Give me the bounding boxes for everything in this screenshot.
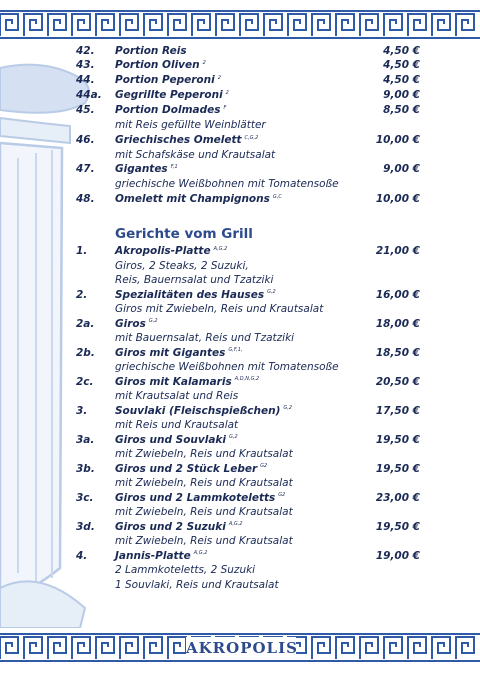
item-name <box>115 434 238 446</box>
description-text: mit Zwiebeln, Reis und Krautsalat <box>115 448 293 460</box>
menu-item-description <box>0 119 480 133</box>
item-number: 47. <box>76 163 95 175</box>
item-name-text: Giros und 2 Lammkoteletts <box>115 491 276 504</box>
description-text: griechische Weißbohnen mit Tomatensoße <box>115 178 339 190</box>
item-number: 3c. <box>76 491 94 504</box>
item-name-text: Omelett mit Champignons <box>115 193 270 205</box>
item-price: 19,50 € <box>375 433 420 446</box>
menu-item <box>0 434 480 448</box>
item-number: 43. <box>76 59 95 71</box>
menu-item <box>0 405 480 419</box>
menu-item <box>0 74 480 88</box>
menu-item-description <box>0 332 480 346</box>
allergen-codes: 2 <box>225 89 229 96</box>
item-name-text: Portion Oliven <box>115 59 200 71</box>
item-name-text: Souvlaki (Fleischspießchen) <box>115 404 281 417</box>
item-name <box>115 376 259 388</box>
item-number: 2c. <box>76 375 94 388</box>
item-price: 10,00 € <box>375 134 420 146</box>
menu-item-description <box>0 579 480 593</box>
item-price: 19,50 € <box>375 520 420 533</box>
description-text: mit Zwiebeln, Reis und Krautsalat <box>115 506 293 518</box>
item-price: 19,00 € <box>375 549 420 562</box>
item-price: 9,00 € <box>383 163 420 175</box>
item-price: 17,50 € <box>375 404 420 417</box>
menu-item <box>0 521 480 535</box>
item-name <box>115 74 221 86</box>
item-price: 18,00 € <box>375 317 420 330</box>
menu-item-description <box>0 506 480 520</box>
item-price: 8,50 € <box>383 104 420 116</box>
description-text: mit Reis und Krautsalat <box>115 419 239 431</box>
item-number: 4. <box>76 549 88 562</box>
menu-item-description <box>0 178 480 192</box>
allergen-codes: A,D,N,G,2 <box>234 376 260 382</box>
item-price: 20,50 € <box>375 375 420 388</box>
allergen-codes: G,C <box>272 193 282 200</box>
allergen-codes: G2 <box>278 492 286 498</box>
item-name-text: Gegrillte Peperoni <box>115 89 223 101</box>
allergen-codes: G,2 <box>267 289 276 295</box>
item-number: 44. <box>76 74 95 86</box>
menu-item <box>0 59 480 73</box>
item-name-text: Griechisches Omelett <box>115 134 242 146</box>
description-text: mit Zwiebeln, Reis und Krautsalat <box>115 477 293 489</box>
menu-item-description <box>0 361 480 375</box>
description-text: Giros, 2 Steaks, 2 Suzuki, <box>115 259 249 272</box>
description-text: 1 Souvlaki, Reis und Krautsalat <box>115 578 279 591</box>
description-text: mit Bauernsalat, Reis und Tzatziki <box>115 332 295 344</box>
allergen-codes: A,G,2 <box>213 245 228 252</box>
allergen-codes: C,G,2 <box>244 134 259 141</box>
menu-item-description <box>0 419 480 433</box>
item-name <box>115 45 187 57</box>
menu-item <box>0 134 480 148</box>
menu-item <box>0 492 480 506</box>
item-number: 3a. <box>76 433 95 446</box>
item-number: 45. <box>76 104 95 116</box>
item-number: 44a. <box>76 89 102 101</box>
menu-item <box>0 104 480 118</box>
item-name-text: Giros <box>115 317 146 330</box>
description-text: mit Krautsalat und Reis <box>115 390 239 402</box>
menu-item <box>0 347 480 361</box>
allergen-codes: A,G,2 <box>228 521 243 527</box>
menu-item-description <box>0 303 480 317</box>
item-price: 19,50 € <box>375 462 420 475</box>
item-name <box>115 318 158 330</box>
item-name-text: Gigantes <box>115 163 168 175</box>
item-number: 3d. <box>76 520 95 533</box>
description-text: mit Reis gefüllte Weinblätter <box>115 119 266 131</box>
item-number: 2a. <box>76 317 95 330</box>
description-text: 2 Lammkoteletts, 2 Suzuki <box>115 564 256 576</box>
allergen-codes: G,F,1, <box>228 347 243 353</box>
item-number: 3. <box>76 404 88 417</box>
menu-item <box>0 89 480 103</box>
item-price: 21,00 € <box>375 245 420 257</box>
menu-item-description <box>0 260 480 274</box>
item-name-text: Giros mit Kalamaris <box>115 375 232 388</box>
allergen-codes: G,2 <box>283 405 293 411</box>
item-price: 9,00 € <box>383 89 420 101</box>
item-name <box>115 89 229 101</box>
menu-item <box>0 376 480 390</box>
item-name <box>115 134 258 146</box>
item-name <box>115 245 227 257</box>
item-price: 4,50 € <box>383 45 420 57</box>
item-price: 16,00 € <box>375 288 420 301</box>
menu-item <box>0 163 480 177</box>
item-name <box>115 463 267 475</box>
description-text: mit Zwiebeln, Reis und Krautsalat <box>115 535 293 547</box>
item-name-text: Portion Peperoni <box>115 74 215 86</box>
item-name-text: Giros und 2 Suzuki <box>115 520 226 533</box>
allergen-codes: 2 <box>202 59 206 66</box>
item-name-text: Portion Reis <box>115 45 187 57</box>
item-name-text: Jannis-Platte <box>115 549 191 562</box>
section-title: Gerichte vom Grill <box>115 226 253 242</box>
item-number: 1. <box>76 245 88 257</box>
item-number: 46. <box>76 134 95 146</box>
description-text: mit Schafskäse und Krautsalat <box>115 149 276 161</box>
item-name-text: Akropolis-Platte <box>115 245 211 257</box>
item-name <box>115 521 243 533</box>
allergen-codes: 2 <box>217 74 221 81</box>
item-price: 10,00 € <box>375 193 420 205</box>
item-price: 4,50 € <box>383 74 420 86</box>
item-name <box>115 104 226 116</box>
menu-item <box>0 318 480 332</box>
item-name-text: Giros und 2 Stück Leber <box>115 462 258 475</box>
menu-item <box>0 45 480 59</box>
item-name <box>115 405 292 417</box>
allergen-codes: A,G,2 <box>193 550 208 556</box>
menu-item <box>0 463 480 477</box>
item-price: 23,00 € <box>375 491 420 504</box>
brand-logo: AKROPOLIS <box>186 639 298 657</box>
menu-item-description <box>0 564 480 578</box>
menu-item <box>0 193 480 207</box>
menu-item-description <box>0 535 480 549</box>
menu-item <box>0 550 480 564</box>
menu-item <box>0 245 480 259</box>
menu-item-description <box>0 274 480 288</box>
item-number: 3b. <box>76 462 95 475</box>
menu-item-description <box>0 390 480 404</box>
item-name <box>115 289 276 301</box>
allergen-codes: F,1 <box>170 163 178 170</box>
item-name <box>115 59 206 71</box>
item-name-text: Giros und Souvlaki <box>115 433 226 446</box>
menu-item <box>0 289 480 303</box>
item-number: 48. <box>76 193 95 205</box>
description-text: griechische Weißbohnen mit Tomatensoße <box>115 361 339 373</box>
item-price: 18,50 € <box>375 346 420 359</box>
item-name <box>115 347 242 359</box>
allergen-codes: G2 <box>260 463 268 469</box>
footer-border <box>0 633 480 663</box>
item-name-text: Giros mit Gigantes <box>115 346 226 359</box>
item-name <box>115 550 207 562</box>
item-number: 2. <box>76 288 88 301</box>
allergen-codes: G,2 <box>148 318 158 324</box>
menu-item-description <box>0 477 480 491</box>
item-number: 42. <box>76 45 95 57</box>
item-name <box>115 492 285 504</box>
menu-item-description <box>0 448 480 462</box>
item-name <box>115 163 178 175</box>
item-price: 4,50 € <box>383 59 420 71</box>
item-name-text: Spezialitäten des Hauses <box>115 288 265 301</box>
greek-key-border-top <box>0 10 480 40</box>
item-name-text: Portion Dolmades <box>115 104 221 116</box>
menu-item-description <box>0 149 480 163</box>
allergen-codes: F <box>223 104 227 111</box>
description-text: Giros mit Zwiebeln, Reis und Krautsalat <box>115 303 324 315</box>
description-text: Reis, Bauernsalat und Tzatziki <box>115 274 274 286</box>
allergen-codes: G,2 <box>229 434 238 440</box>
item-name <box>115 193 282 205</box>
item-number: 2b. <box>76 346 95 359</box>
